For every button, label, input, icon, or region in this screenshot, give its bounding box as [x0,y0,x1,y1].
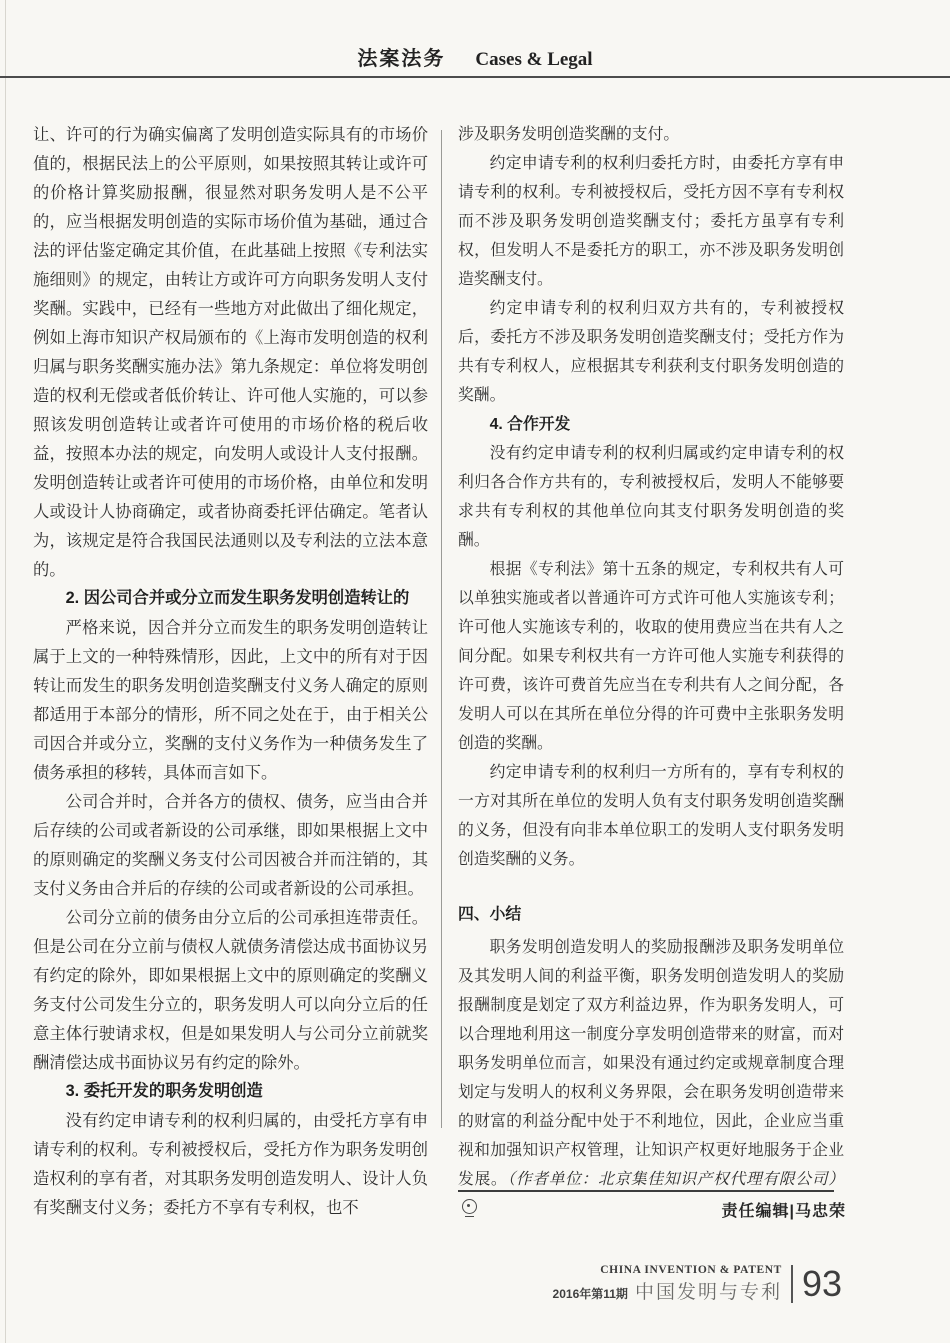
paragraph-text: 严格来说，因合并分立而发生的职务发明创造转让属于上文的一种特殊情形，因此，上文中的所有对于因转让而发生的职务发明创造奖酬支付义务人确定的原则都适用于本部分的情形，所不同之处在于，由于相关公司因合并或分立，奖酬的支付义务作为一种债务发生了债务承担的移转，具体而言如下。 [33,618,428,782]
sub-heading [33,584,428,613]
paragraph [458,933,844,1223]
sub-heading [458,410,844,439]
paragraph [33,1106,428,1222]
paragraph-text: 约定申请专利的权利归双方共有的，专利被授权后，委托方不涉及职务发明创造奖酬支付；受托方作为共有专利权人，应根据其专利获利支付职务发明创造的奖酬。 [458,300,844,404]
right-column [458,120,844,1223]
section-header [0,42,950,71]
journal-issue-row [553,1277,782,1304]
page-number: 93 [801,1263,842,1304]
paragraph [458,294,844,410]
paragraph [458,120,844,149]
header-rule [0,76,950,78]
paragraph [458,555,844,758]
paragraph [458,758,844,874]
editor-credit-rule [458,1190,834,1192]
sub-heading [33,1077,428,1106]
journal-name-en: CHINA INVENTION & PATENT [600,1264,782,1276]
paragraph-text: 公司合并时，合并各方的债权、债务，应当由合并后存续的公司或者新设的公司承继，即如果根据上文中的原则确定的奖酬义务支付公司因被合并而注销的，其支付义务由合并后的存续的公司或者新设的公司承担。 [33,792,428,898]
footer-divider-bar [791,1265,793,1303]
section-title-en: Cases & Legal [475,49,593,70]
section-title-cn: 法案法务 [357,48,446,70]
editor-credit: 责任编辑|马忠荣 [721,1203,846,1220]
paragraph-text: 2. 因公司合并或分立而发生职务发明创造转让的 [65,589,410,607]
paragraph-text: 3. 委托开发的职务发明创造 [65,1082,263,1100]
paragraph-text: 让、许可的行为确实偏离了发明创造实际具有的市场价值的，根据民法上的公平原则，如果按照其转让或许可的价格计算奖励报酬，很显然对职务发明人是不公平的，应当根据发明创造的实际市场价值为基础，通过合法的评估鉴定确定其价值，在此基础上按照《专利法实施细则》的规定，由转让方或许可方向职务发明人支付奖酬。实践中，已经有一些地方对此做出了细化规定，例如上海市知识产权局颁布的《上海市发明创造的权利归属与职务奖酬实施办法》第九条规定：单位将发明创造的权利无偿或者低价转让、许可他人实施的，可以参照该发明创造转让或者许可使用的市场价格的税后收益，按照本办法的规定，向发明人或设计人支付报酬。发明创造转让或者许可使用的市场价格，由单位和发明人或设计人协商确定，或者协商委托评估确定。笔者认为，该规定是符合我国民法通则以及专利法的立法本意的。 [33,125,428,579]
paragraph [33,613,428,787]
paragraph-text: 没有约定申请专利的权利归属的，由受托方享有申请专利的权利。专利被授权后，受托方作为职务发明创造权利的享有者，对其职务发明创造发明人、设计人负有奖酬支付义务；委托方不享有专利权，也不 [33,1111,428,1217]
paragraph-text: 四、小结 [458,906,522,923]
issue-label: 2016年第11期 [552,1287,628,1301]
paragraph-text: 职务发明创造发明人的奖励报酬涉及职务发明单位及其发明人间的利益平衡，职务发明创造发明人的奖励报酬制度是划定了双方利益边界，作为职务发明人，可以合理地利用这一制度分享发明创造带来的财富，而对职务发明单位而言，如果没有通过约定或规章制度合理划定与发明人的权利义务界限，会在职务发明创造带来的财富的利益分配中处于不利地位，因此，企业应当重视和加强知识产权管理，让知识产权更好地服务于企业发展。 [458,939,844,1188]
left-column [33,120,428,1222]
paragraph [33,787,428,903]
section-heading [458,900,844,929]
paragraph-text: 公司分立前的债务由分立后的公司承担连带责任。但是公司在分立前与债权人就债务清偿达成书面协议另有约定的除外，即如果根据上文中的原则确定的奖酬义务支付公司发生分立的，职务发明人可以向分立后的任意主体行驶请求权，但是如果发明人与公司分立前就奖酬清偿达成书面协议另有约定的除外。 [33,908,428,1072]
paragraph [33,903,428,1077]
paragraph-text: 4. 合作开发 [489,416,571,433]
paragraph-text: 根据《专利法》第十五条的规定，专利权共有人可以单独实施或者以普通许可方式许可他人实施该专利；许可他人实施该专利的，收取的使用费应当在共有人之间分配。如果专利权共有一方许可他人实施专利获得的许可费，该许可费首先应当在专利共有人之间分配，各发明人可以在其所在单位分得的许可费中主张职务发明创造的奖酬。 [458,561,844,752]
paragraph-text: 没有约定申请专利的权利归属或约定申请专利的权利归各合作方共有的，专利被授权后，发明人不能够要求共有专利权的其他单位向其支付职务发明创造的奖酬。 [458,445,844,549]
author-affiliation-note: （作者单位：北京集佳知识产权代理有限公司） [507,1171,844,1188]
paragraph-text: 涉及职务发明创造奖酬的支付。 [458,126,680,143]
page-footer [553,1264,842,1304]
paragraph-text: 约定申请专利的权利归一方所有的，享有专利权的一方对其所在单位的发明人负有支付职务发明创造奖酬的义务，但没有向非本单位职工的发明人支付职务发明创造奖酬的义务。 [458,764,844,868]
journal-name-cn: 中国发明与专利 [634,1282,782,1303]
journal-title-block [553,1264,782,1304]
column-divider [441,130,442,1128]
paragraph [458,149,844,294]
paragraph [33,120,428,584]
paragraph [458,439,844,555]
paragraph-text: 约定申请专利的权利归委托方时，由委托方享有申请专利的权利。专利被授权后，受托方因不享有专利权而不涉及职务发明创造奖酬支付；委托方虽享有专利权，但发明人不是委托方的职工，亦不涉及职务发明创造奖酬支付。 [458,155,844,288]
scan-edge-line [5,0,6,1343]
